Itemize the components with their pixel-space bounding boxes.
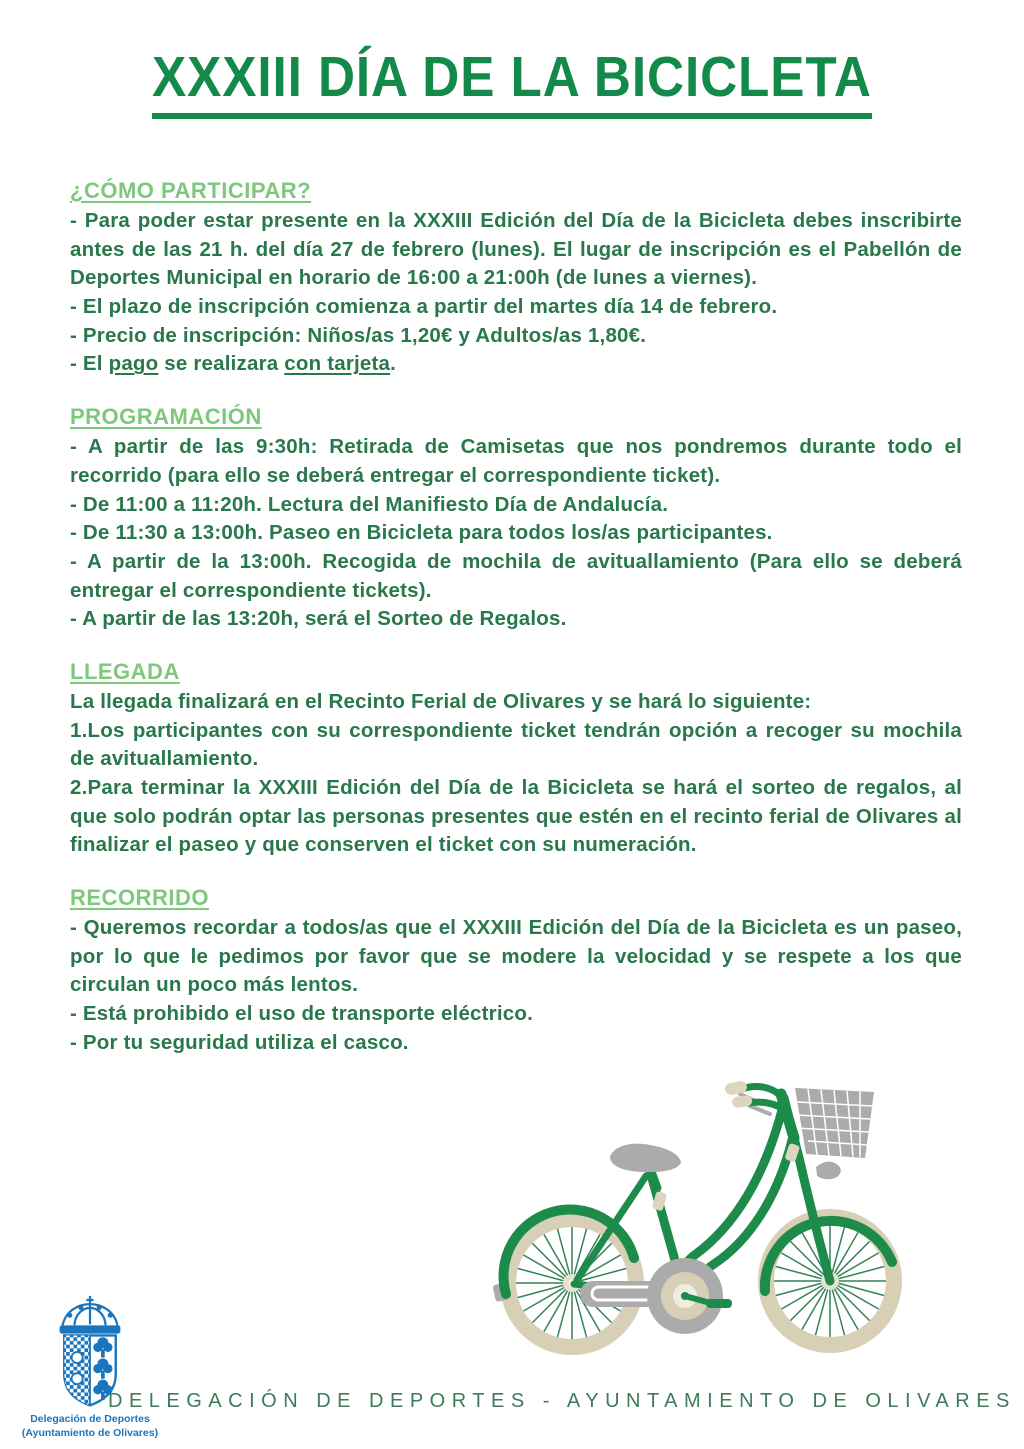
poster-content [70, 178, 962, 1058]
logo-caption-line1: Delegación de Deportes [30, 1413, 150, 1425]
paragraph: - Para poder estar presente en la XXXIII Edición del Día de la Bicicleta debes inscribirte antes de las 21 h. del día 27 de febrero (lunes). El lugar de inscripción es el Pabellón de Deportes Municipal en horario de 16:00 a 21:00h (de lunes a viernes). [70, 209, 962, 290]
crown-icon [62, 1296, 117, 1326]
footer-banner-text: DELEGACIÓN DE DEPORTES - AYUNTAMIENTO DE OLIVARES [108, 1390, 1016, 1412]
section-heading: LLEGADA [70, 658, 180, 684]
section-como-participar [70, 178, 962, 379]
paragraph: 1.Los participantes con su correspondiente ticket tendrán opción a recoger su mochila de avituallamiento. [70, 718, 962, 771]
logo-caption-line2: (Ayuntamiento de Olivares) [21, 1426, 159, 1439]
bicycle-headlight [816, 1161, 841, 1179]
paragraph: 2.Para terminar la XXXIII Edición del Día de la Bicicleta se hará el sorteo de regalos, al que solo podrán optar las personas presentes que estén en el recinto ferial de Olivares al finalizar el paseo y que conserven el ticket con su numeración. [70, 776, 962, 857]
bicycle-basket [795, 1088, 874, 1158]
section-heading: PROGRAMACIÓN [70, 404, 262, 430]
section-recorrido [70, 885, 962, 1057]
poster-title-wrap [0, 45, 1024, 119]
section-programacion [70, 404, 962, 634]
payment-underlined-phrase: con tarjeta [284, 352, 391, 376]
paragraph: - A partir de la 13:00h. Recogida de mochila de avituallamiento (Para ello se deberá entregar el correspondiente tickets). [70, 549, 962, 602]
payment-post: . [390, 352, 397, 376]
paragraph: - Precio de inscripción: Niños/as 1,20€ y Adultos/as 1,80€. [70, 323, 647, 347]
logo-caption [10, 1413, 170, 1440]
section-heading: ¿CÓMO PARTICIPAR? [70, 178, 312, 203]
bicycle-illustration-icon [482, 1058, 1022, 1378]
paragraph: La llegada finalizará en el Recinto Ferial de Olivares y se hará lo siguiente: [70, 689, 812, 713]
payment-pre: - El [70, 352, 109, 376]
poster-title: XXXIII DÍA DE LA BICICLETA [152, 48, 872, 119]
paragraph: - De 11:30 a 13:00h. Paseo en Bicicleta para todos los/as participantes. [70, 521, 773, 545]
bicycle-handlebar [724, 1080, 786, 1114]
paragraph-payment [70, 350, 962, 379]
paragraph: - A partir de las 13:20h, será el Sorteo de Regalos. [70, 607, 567, 631]
paragraph: - Queremos recordar a todos/as que el XXXIII Edición del Día de la Bicicleta es un paseo, por lo que le pedimos por favor que se modere la velocidad y se respete a los que circulan un poco más lentos. [70, 916, 962, 997]
payment-mid: se realizara [158, 352, 285, 376]
section-heading: RECORRIDO [70, 885, 209, 911]
section-llegada [70, 659, 962, 860]
payment-underlined-word: pago [108, 352, 159, 376]
paragraph: - De 11:00 a 11:20h. Lectura del Manifiesto Día de Andalucía. [70, 492, 669, 516]
paragraph: - Está prohibido el uso de transporte eléctrico. [70, 1002, 533, 1026]
paragraph: - A partir de las 9:30h: Retirada de Camisetas que nos pondremos durante todo el recorrido (para ello se deberá entregar el correspondiente ticket). [70, 435, 962, 487]
coat-of-arms-logo [10, 1293, 170, 1440]
paragraph: - Por tu seguridad utiliza el casco. [70, 1030, 409, 1054]
paragraph: - El plazo de inscripción comienza a partir del martes día 14 de febrero. [70, 295, 778, 319]
